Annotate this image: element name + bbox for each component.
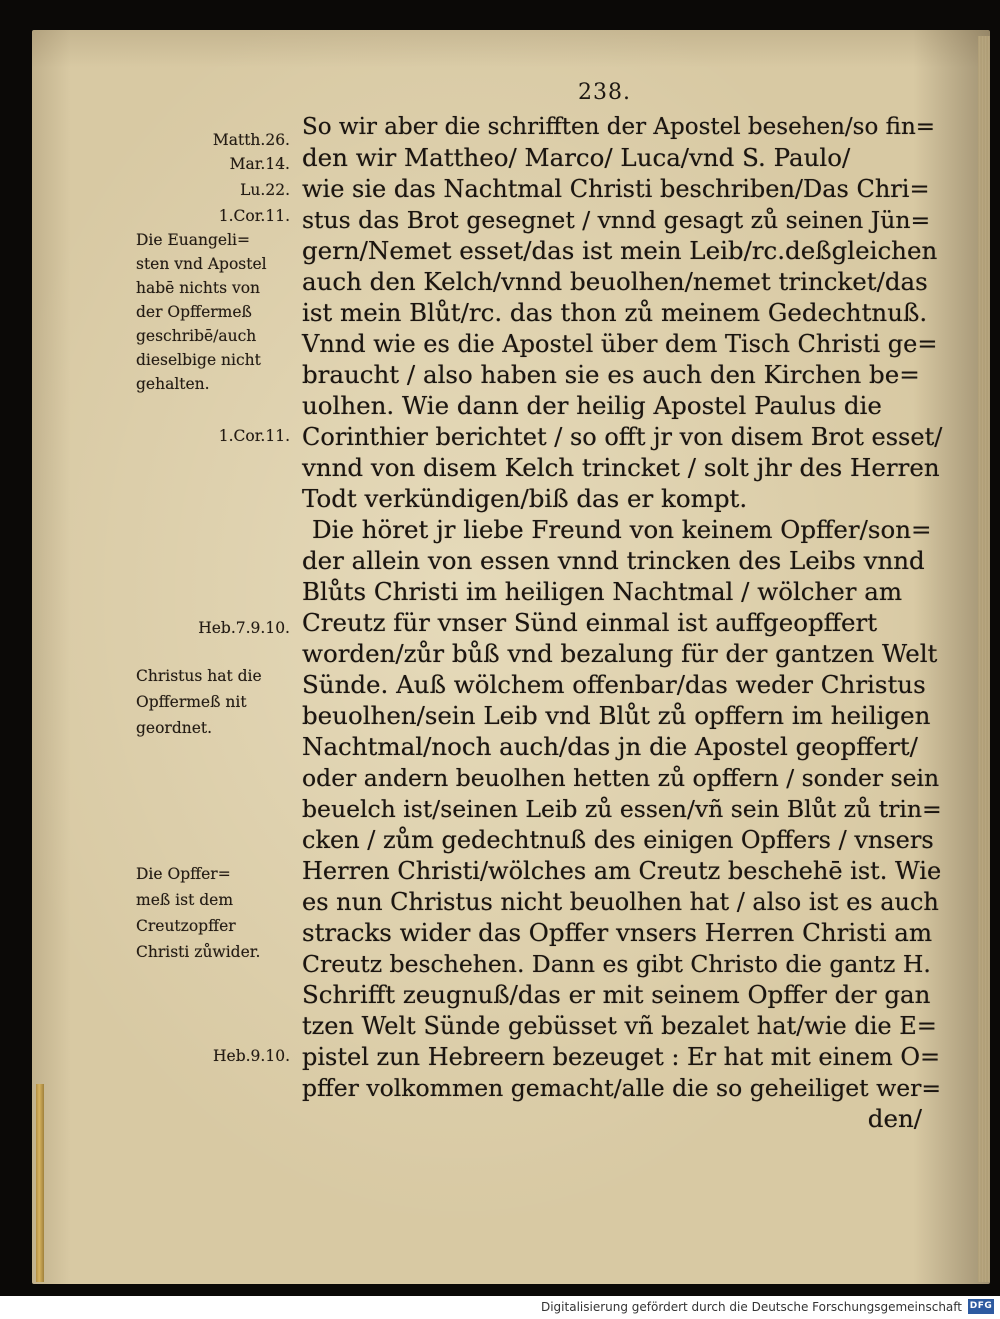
body-line: gern/Nemet esset/das ist mein Leib/rc.deßgleichen [302,236,938,265]
margin-note: sten vnd Apostel [136,255,267,273]
body-line: Blůts Christi im heiligen Nachtmal / wölcher am [302,577,903,606]
body-line: wie sie das Nachtmal Christi beschriben/Das Chri= [302,175,930,203]
body-line: So wir aber die schrifften der Apostel besehen/so fin= [302,114,936,140]
margin-note: Die Euangeli= [136,231,251,249]
body-line: braucht / also haben sie es auch den Kirchen be= [302,360,920,389]
funding-credit: Digitalisierung gefördert durch die Deutsche Forschungsgemeinschaft [540,1300,962,1314]
margin-reference: 1.Cor.11. [218,207,290,225]
body-line: beuolhen/sein Leib vnd Blůt zů opffern im heiligen [302,701,931,730]
body-line: den wir Mattheo/ Marco/ Luca/vnd S. Paulo/ [302,143,851,172]
margin-reference: Heb.9.10. [213,1047,290,1065]
body-line: worden/zůr bůß vnd bezalung für der gantzen Welt [302,639,938,668]
dfg-logo: DFG [968,1299,994,1314]
body-line: auch den Kelch/vnnd beuolhen/nemet trincket/das [302,267,928,296]
body-line: der allein von essen vnnd trincken des Leibs vnnd [302,546,925,575]
body-line: Vnnd wie es die Apostel über dem Tisch Christi ge= [302,330,938,358]
body-line: Creutz für vnser Sünd einmal ist auffgeopffert [302,608,878,637]
margin-note: Christus hat die [136,667,262,685]
body-line: pffer volkommen gemacht/alle die so geheiliget wer= [302,1074,942,1102]
body-line: beuelch ist/seinen Leib zů essen/vñ sein Blůt zů trin= [302,795,942,823]
margin-reference: Mar.14. [229,155,290,173]
body-line: Nachtmal/noch auch/das jn die Apostel geopffert/ [302,732,918,761]
margin-note: Die Opffer= [136,865,231,883]
body-line: cken / zům gedechtnuß des einigen Opffers / vnsers [302,826,934,854]
body-line: Herren Christi/wölches am Creutz beschehē ist. Wie [302,857,942,885]
body-line: stus das Brot gesegnet / vnnd gesagt zů seinen Jün= [302,206,931,234]
margin-reference: Matth.26. [212,131,290,149]
gilt-page-edge [36,1084,44,1282]
page-stack-edge [978,36,990,1282]
body-line: uolhen. Wie dann der heilig Apostel Paulus die [302,391,882,420]
body-line: Die höret jr liebe Freund von keinem Opffer/son= [312,515,932,544]
margin-reference: Lu.22. [240,181,290,199]
margin-note: habē nichts von [136,279,261,297]
body-line: ist mein Blůt/rc. das thon zů meinem Gedechtnuß. [302,298,928,327]
margin-note: der Opffermeß [136,303,252,321]
body-line: Creutz beschehen. Dann es gibt Christo die gantz H. [302,950,931,978]
margin-note: gehalten. [136,375,210,393]
margin-reference: Heb.7.9.10. [198,619,290,637]
body-line: Schrifft zeugnuß/das er mit seinem Opffer der gan [302,980,931,1009]
margin-note: Creutzopffer [136,917,236,935]
margin-note: geordnet. [136,719,213,737]
body-line: stracks wider das Opffer vnsers Herren Christi am [302,918,933,947]
body-line: vnnd von disem Kelch trincket / solt jhr des Herren [302,453,940,482]
page-number: 238. [578,80,631,105]
margin-reference: 1.Cor.11. [218,427,290,445]
body-line: Sünde. Auß wölchem offenbar/das weder Christus [302,670,926,699]
catchword: den/ [867,1104,922,1133]
body-line: Corinthier berichtet / so offt jr von disem Brot esset/ [302,423,943,451]
body-line: pistel zun Hebreern bezeuget : Er hat mit einem O= [302,1043,941,1071]
body-line: oder andern beuolhen hetten zů opffern / sonder sein [302,764,940,792]
margin-note: meß ist dem [136,891,234,909]
body-line: es nun Christus nicht beuolhen hat / also ist es auch [302,888,939,916]
margin-note: dieselbige nicht [136,351,261,369]
margin-note: geschribē/auch [136,327,257,345]
margin-note: Christi zůwider. [136,943,261,961]
margin-note: Opffermeß nit [136,693,247,711]
body-line: tzen Welt Sünde gebüsset vñ bezalet hat/wie die E= [302,1012,937,1040]
body-line: Todt verkündigen/biß das er kompt. [302,484,748,513]
